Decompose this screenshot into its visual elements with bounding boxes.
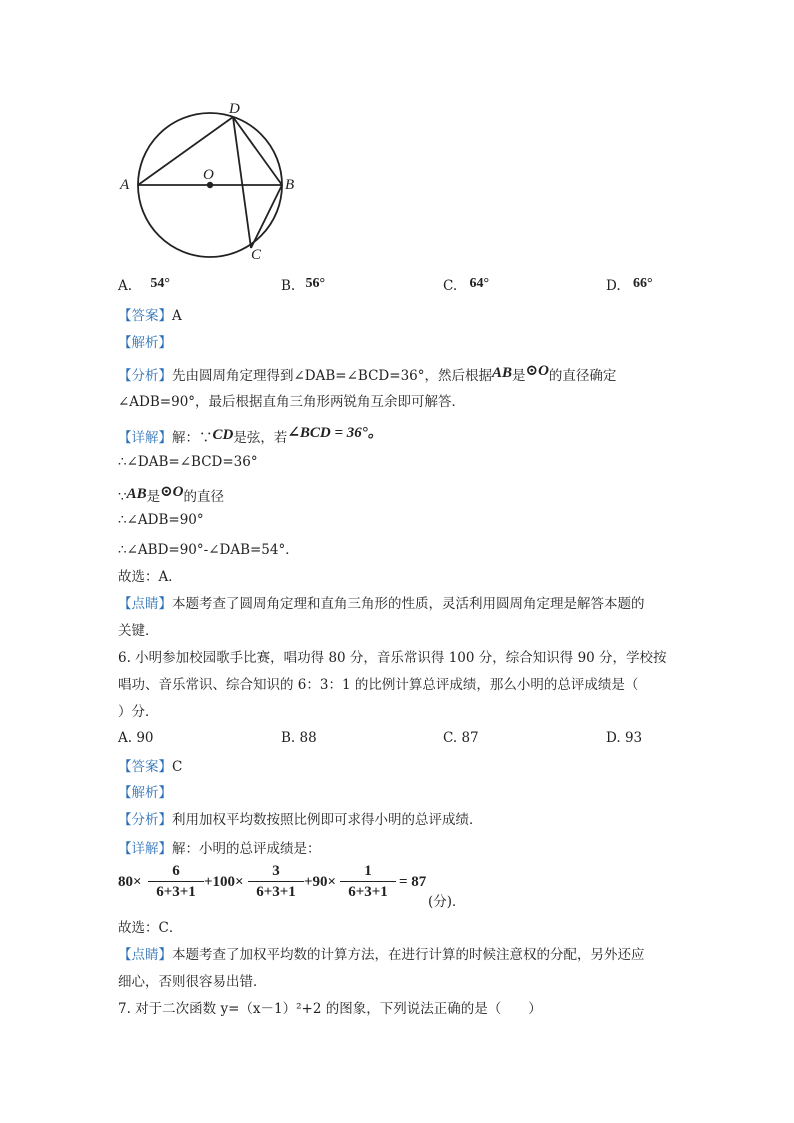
q5-step1: ∴∠DAB=∠BCD=36° [118, 454, 258, 470]
fraction-denominator: 6+3+1 [156, 884, 196, 900]
fraction-3 [340, 862, 396, 901]
choice-letter: C. [443, 278, 458, 294]
q7-stem: 7. 对于二次函数 y=（x－1）²+2 的图象，下列说法正确的是（ ） [118, 1001, 542, 1017]
q6-dianjing-line2: 细心，否则很容易出错． [118, 974, 267, 990]
math-circle-o: ⊙O [525, 363, 549, 379]
choice-value: 56° [305, 276, 326, 291]
q6-guxuan: 故选：C． [118, 920, 183, 936]
fraction-denominator: 6+3+1 [256, 884, 296, 900]
fraction-bar [148, 881, 204, 882]
q5-fenxi-line1 [118, 364, 616, 385]
label-o: O [203, 167, 214, 183]
text: 利用加权平均数按照比例即可求得小明的总评成绩． [172, 812, 483, 828]
text: ∵ [118, 489, 127, 505]
q5-choice-c [443, 278, 489, 295]
label-a: A [120, 177, 130, 193]
q5-guxuan: 故选：A． [118, 569, 182, 585]
formula-unit: (分)． [428, 894, 466, 910]
fraction-denominator: 6+3+1 [348, 884, 388, 900]
choice-letter: D. [606, 278, 621, 294]
fraction-numerator: 3 [272, 863, 280, 879]
q5-step4: ∴∠ABD=90°-∠DAB=54°． [118, 542, 299, 558]
q5-choice-d [606, 278, 653, 295]
math-ab: AB [126, 486, 147, 502]
q5-answer [118, 304, 182, 324]
math-ab: AB [492, 365, 513, 381]
math-cd: CD [212, 427, 234, 443]
text: 是 [146, 489, 161, 505]
text: 先由圆周角定理得到∠DAB=∠BCD=36°，然后根据 [172, 368, 492, 384]
formula-result: = 87 [399, 874, 427, 890]
chord-dc [233, 117, 251, 248]
q5-xiangjie [118, 426, 383, 447]
fraction-bar [340, 881, 396, 882]
text: 本题考查了圆周角定理和直角三角形的性质，灵活利用圆周角定理是解答本题的 [172, 596, 645, 612]
text: 的直径确定 [548, 368, 617, 384]
label-d: D [229, 101, 240, 117]
chord-ad [138, 117, 233, 185]
dianjing-tag: 【点睛】 [118, 947, 172, 963]
choice-letter: A. [118, 278, 133, 294]
q5-choice-b [281, 278, 325, 295]
q6-dianjing-line1 [118, 943, 645, 963]
xiangjie-tag: 【详解】 [118, 841, 172, 857]
q6-choice-b [281, 730, 317, 746]
choice-letter: D. [606, 730, 621, 746]
choice-value: 64° [469, 276, 490, 291]
text: 是弦，若 [233, 430, 288, 446]
choice-value: 88 [299, 730, 317, 746]
label-c: C [251, 247, 262, 263]
text: 是 [512, 368, 526, 384]
q6-jiexi: 【解析】 [118, 785, 172, 801]
circle-figure [110, 96, 310, 266]
q5-jiexi: 【解析】 [118, 335, 172, 351]
q6-stem-line2: 唱功、音乐常识、综合知识的 6：3：1 的比例计算总评成绩，那么小明的总评成绩是（ [118, 677, 639, 693]
fraction-numerator: 6 [172, 863, 180, 879]
answer-value: A [172, 308, 182, 324]
choice-value: 93 [624, 730, 643, 746]
text: 的直径 [183, 489, 225, 505]
q5-dianjing-line2: 关键． [118, 623, 159, 639]
math-angle-bcd: ∠BCD = 36°。 [287, 425, 383, 441]
answer-tag: 【答案】 [118, 308, 172, 324]
q5-step2 [118, 485, 224, 506]
text: 本题考查了加权平均数的计算方法，在进行计算的时候注意权的分配，另外还应 [172, 947, 645, 963]
q6-fenxi [118, 808, 483, 828]
chord-bc [251, 185, 282, 248]
fenxi-tag: 【分析】 [118, 812, 172, 828]
q6-choice-d [606, 730, 642, 746]
text: 解：∵ [172, 430, 213, 446]
fraction-bar [248, 881, 304, 882]
answer-value: C [172, 759, 183, 775]
q5-fenxi-line2: ∠ADB=90°，最后根据直角三角形两锐角互余即可解答． [118, 394, 466, 410]
q5-choice-a [118, 278, 170, 295]
fenxi-tag: 【分析】 [118, 368, 172, 384]
formula-term-1: 80× [118, 874, 142, 890]
dianjing-tag: 【点睛】 [118, 596, 172, 612]
choice-letter: B. [281, 730, 296, 746]
q5-step3: ∴∠ADB=90° [118, 512, 204, 528]
choice-value: 54° [150, 276, 170, 291]
xiangjie-tag: 【详解】 [118, 430, 172, 446]
q5-dianjing-line1 [118, 592, 645, 612]
fraction-1 [148, 862, 204, 901]
q6-stem-line1: 6. 小明参加校园歌手比赛，唱功得 80 分，音乐常识得 100 分，综合知识得 90 分，学校按 [118, 650, 667, 666]
choice-letter: B. [281, 278, 296, 294]
q6-choice-a [118, 730, 154, 746]
choice-value: 66° [632, 276, 653, 291]
text: 解：小明的总评成绩是： [172, 841, 321, 857]
fraction-2 [248, 862, 304, 901]
choice-letter: A. [118, 730, 133, 746]
label-b: B [285, 177, 295, 193]
formula-term-2: +100× [204, 874, 244, 890]
q6-formula [118, 862, 538, 910]
formula-term-3: +90× [304, 874, 337, 890]
choice-value: 87 [461, 730, 479, 746]
fraction-numerator: 1 [364, 863, 372, 879]
choice-value: 90 [136, 730, 154, 746]
q6-xiangjie [118, 837, 321, 857]
q6-stem-line3: ）分． [118, 704, 159, 720]
math-circle-o: ⊙O [160, 484, 184, 500]
q6-answer [118, 755, 182, 775]
choice-letter: C. [443, 730, 458, 746]
answer-tag: 【答案】 [118, 759, 172, 775]
q6-choice-c [443, 730, 479, 746]
